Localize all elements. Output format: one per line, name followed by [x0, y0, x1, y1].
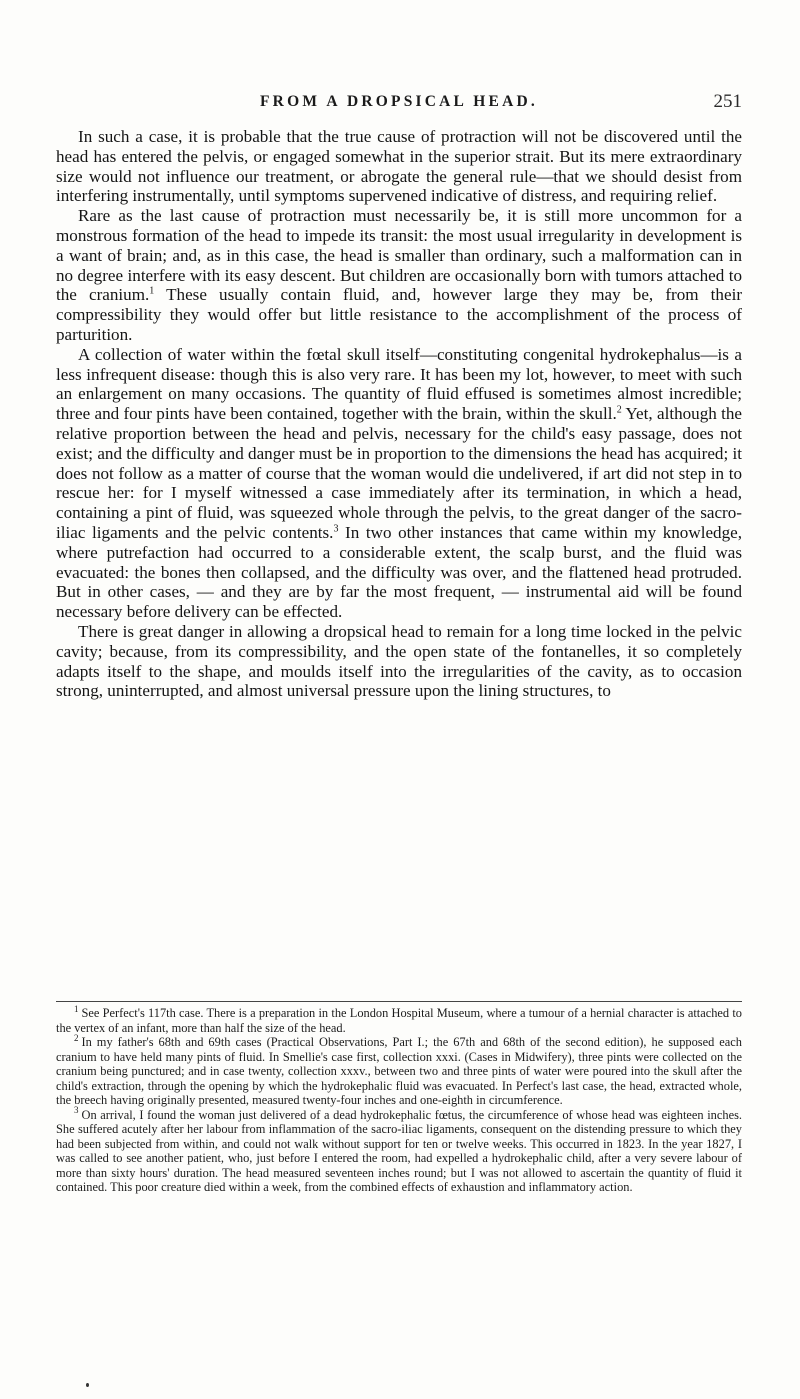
- footnote-mark: 1: [74, 1003, 79, 1014]
- paragraph-text: Rare as the last cause of protraction must necessarily be, it is still more uncommon for a monstrous formation of the head to impede its transit: the most usual irregularity in development is a want of brain; and, as in this case, the head is smaller than ordinary, such a malformation can in no degree interfere with its easy descent. But children are occasionally born with tumors attached to the cranium.: [56, 206, 742, 305]
- body-text: [56, 127, 742, 701]
- paragraph-text: Yet, although the relative proportion between the head and pelvis, necessary for the child's easy passage, does not exist; and the difficulty and danger must be in proportion to the dimensions the head has acquired; it does not follow as a matter of course that the woman would die undelivered, if art did not step in to rescue her: for I myself witnessed a case immediately after its termination, in which a head, containing a pint of fluid, was squeezed whole through the pelvis, to the great danger of the sacro-iliac ligaments and the pelvic contents.: [56, 404, 743, 542]
- footnote: [56, 1105, 742, 1195]
- paragraph: [56, 127, 742, 206]
- footnote-mark: 3: [74, 1105, 79, 1116]
- paragraph-text: In such a case, it is probable that the true cause of protraction will not be discovered until the head has entered the pelvis, or engaged somewhat in the superior strait. But its mere extraordinary size would not influence our treatment, or abrogate the general rule—that we should desist from interfering instrumentally, until symptoms supervened indicative of distress, and requiring relief.: [56, 127, 742, 206]
- paragraph-text: These usually contain fluid, and, however large they may be, from their compressibility they would offer but little resistance to the accomplishment of the process of parturition.: [56, 285, 743, 344]
- footnote-reference: 3: [333, 523, 339, 535]
- footnote-text: In my father's 68th and 69th cases (Practical Observations, Part I.; the 67th and 68th of the second edition), he supposed each cranium to have held many pints of fluid. In Smellie's case first, collection xxxi. (Cases in Midwifery), three pints were collected on the cranium being punctured; and in case twenty, collection xxxv., between two and three pints of water were poured into the skull after the child's extraction, through the opening by which the hydrokephalic fluid was evacuated. In Perfect's last case, the head, extracted whole, the breech having originally presented, measured twenty-four inches and one-eighth in circumference.: [56, 1035, 742, 1107]
- footnote-reference: 1: [149, 285, 155, 297]
- footnote-text: See Perfect's 117th case. There is a preparation in the London Hospital Museum, where a tumour of a hernial character is attached to the vertex of an infant, more than half the size of the head.: [56, 1006, 742, 1035]
- footnote-mark: 2: [74, 1032, 79, 1043]
- footnote-text: On arrival, I found the woman just delivered of a dead hydrokephalic fœtus, the circumference of whose head was eighteen inches. She suffered acutely after her labour from inflammation of the sacro-iliac ligaments, consequent on the distending pressure to which they had been subjected from within, and could not walk without support for ten or twelve weeks. This occurred in 1823. In the year 1827, I was called to see another patient, who, just before I entered the room, had expelled a hydrokephalic child, after a very severe labour of more than sixty hours' duration. The head measured seventeen inches round; but I was not allowed to ascertain the quantity of fluid it contained. This poor creature died within a week, from the combined effects of exhaustion and inflammatory action.: [56, 1107, 742, 1194]
- footnote-reference: 2: [616, 404, 622, 416]
- running-title: FROM A DROPSICAL HEAD.: [260, 93, 538, 110]
- footnote-divider: [56, 1001, 742, 1002]
- paragraph-text: In two other instances that came within my knowledge, where putrefaction had occurred to a considerable extent, the scalp burst, and the fluid was evacuated: the bones then collapsed, and the difficulty was over, and the flattened head protruded. But in other cases, — and they are by far the most frequent, — instrumental aid will be found necessary before delivery can be effected.: [56, 522, 742, 622]
- paragraph: [56, 345, 742, 622]
- footnote: [56, 1003, 742, 1035]
- paragraph: [56, 206, 742, 345]
- running-head: [56, 93, 742, 117]
- footnotes: [56, 1003, 742, 1195]
- page-number: 251: [713, 91, 742, 112]
- print-speck: [86, 1383, 89, 1387]
- footnote: [56, 1032, 742, 1108]
- paragraph-text: A collection of water within the fœtal skull itself—constituting congenital hydrokephalus—is a less infrequent disease: though this is also very rare. It has been my lot, however, to meet with such an enlargement on many occasions. The quantity of fluid effused is sometimes almost incredible; three and four pints have been contained, together with the brain, within the skull.: [56, 344, 742, 424]
- paragraph: [56, 622, 742, 701]
- paragraph-text: There is great danger in allowing a dropsical head to remain for a long time locked in the pelvic cavity; because, from its compressibility, and the open state of the fontanelles, it so completely adapts itself to the shape, and moulds itself into the irregularities of the cavity, as to occasion strong, uninterrupted, and almost universal pressure upon the lining structures, to: [56, 621, 742, 701]
